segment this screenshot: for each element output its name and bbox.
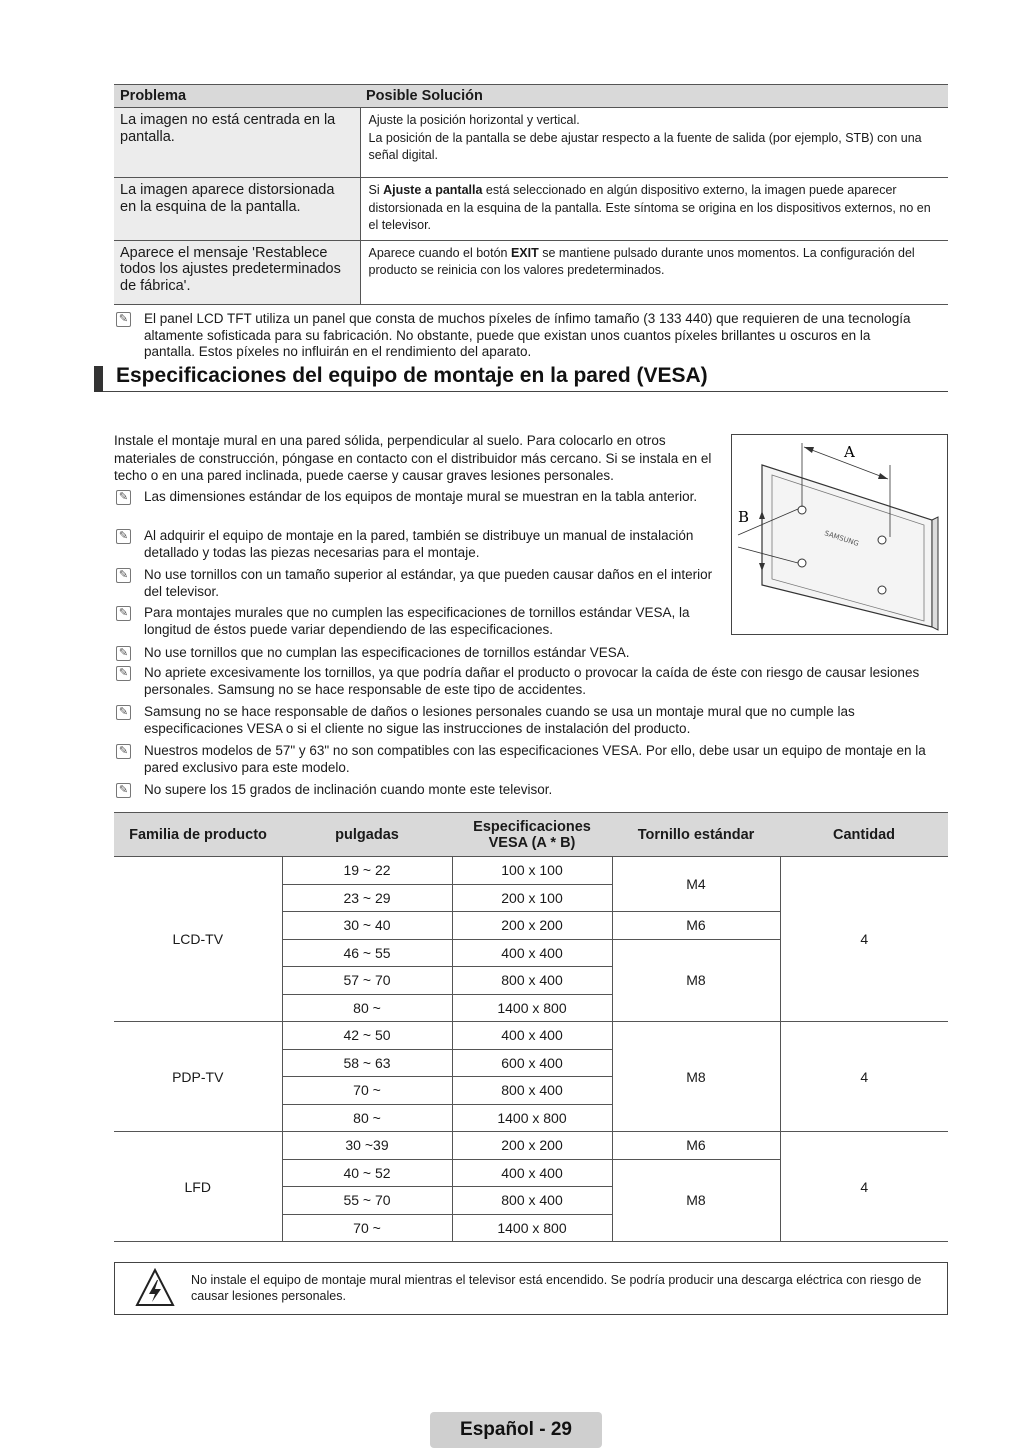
vesa-cell: 800 x 400 — [452, 967, 612, 995]
vesa-cell: 400 x 400 — [452, 939, 612, 967]
note-text: No supere los 15 grados de inclinación cuando monte este televisor. — [144, 782, 553, 797]
note-item — [116, 704, 946, 737]
inch-cell: 70 ~ — [282, 1214, 452, 1242]
header-screw: Tornillo estándar — [612, 813, 780, 857]
header-vesa-text: Especificaciones VESA (A * B) — [473, 818, 591, 851]
solution-bold: EXIT — [510, 245, 539, 260]
solution-line: Ajuste la posición horizontal y vertical. — [368, 113, 580, 127]
note-icon: ✎ — [116, 705, 131, 720]
note-item — [116, 665, 946, 698]
section-title: Especificaciones del equipo de montaje en la pared (VESA) — [116, 364, 708, 387]
note-text: No use tornillos con un tamaño superior al estándar, ya que pueden causar daños en el interior del televisor. — [144, 567, 713, 599]
vesa-spec-table — [114, 812, 948, 1242]
label-b: B — [738, 508, 750, 526]
table-row — [114, 1132, 948, 1160]
note-text: No apriete excesivamente los tornillos, ya que podría dañar el producto o provocar la caída de éste con riesgo de causar lesiones personales. Samsung no se hace responsable de este tipo de accidentes. — [144, 665, 920, 697]
vesa-cell: 1400 x 800 — [452, 1214, 612, 1242]
solution-cell — [360, 178, 948, 241]
vesa-cell: 200 x 100 — [452, 884, 612, 912]
family-cell: PDP-TV — [114, 1022, 282, 1132]
intro-paragraph: Instale el montaje mural en una pared sólida, perpendicular al suelo. Para colocarlo en otros materiales de construcción, póngase en contacto con el distribuidor más cercano. Si se instala en el techo o en una pared inclinada, puede caerse y causar graves lesiones personales. — [114, 433, 712, 483]
page-number-badge — [430, 1412, 602, 1448]
vesa-cell: 400 x 400 — [452, 1022, 612, 1050]
vesa-cell: 800 x 400 — [452, 1187, 612, 1215]
tv-back-illustration — [732, 435, 947, 634]
solution-cell — [360, 240, 948, 304]
screw-cell: M6 — [612, 912, 780, 940]
note-icon: ✎ — [116, 568, 131, 583]
solution-bold: Ajuste a pantalla — [383, 183, 483, 197]
header-quantity: Cantidad — [780, 813, 948, 857]
inch-cell: 30 ~39 — [282, 1132, 452, 1160]
inch-cell: 40 ~ 52 — [282, 1159, 452, 1187]
warning-text: No instale el equipo de montaje mural mientras el televisor está encendido. Se podría producir una descarga eléctrica con riesgo de causar lesiones personales. — [191, 1273, 922, 1303]
quantity-cell: 4 — [780, 1132, 948, 1242]
note-item — [116, 528, 716, 561]
note-item — [116, 645, 946, 662]
note-icon: ✎ — [116, 490, 131, 505]
table-row — [114, 108, 948, 178]
solution-text: Aparece cuando el botón — [368, 245, 511, 260]
problem-cell: La imagen no está centrada en la pantalla. — [114, 108, 360, 178]
table-row — [114, 240, 948, 304]
family-cell: LCD-TV — [114, 857, 282, 1022]
page-number: Español - 29 — [460, 1419, 572, 1440]
solution-text: se mantiene pulsado durante unos momentos. La configuración del producto se reinicia con los valores predeterminados. — [368, 245, 915, 277]
note-text: No use tornillos que no cumplan las especificaciones de tornillos estándar VESA. — [144, 645, 630, 660]
header-problem: Problema — [114, 85, 360, 108]
family-cell: LFD — [114, 1132, 282, 1242]
inch-cell: 80 ~ — [282, 1104, 452, 1132]
header-family: Familia de producto — [114, 813, 282, 857]
note-item — [116, 782, 946, 799]
inch-cell: 19 ~ 22 — [282, 857, 452, 885]
header-vesa — [452, 813, 612, 857]
note-text: Las dimensiones estándar de los equipos de montaje mural se muestran en la tabla anterior. — [144, 489, 698, 504]
note-icon: ✎ — [116, 666, 131, 681]
inch-cell: 42 ~ 50 — [282, 1022, 452, 1050]
solution-text: está seleccionado en algún dispositivo externo, la imagen puede aparecer distorsionada en la esquina de la pantalla. Este síntoma se origina en los dispositivos externos, no en el televisor. — [368, 183, 931, 232]
screw-cell: M4 — [612, 857, 780, 912]
inch-cell: 23 ~ 29 — [282, 884, 452, 912]
lcd-note-text: El panel LCD TFT utiliza un panel que consta de muchos píxeles de ínfimo tamaño (3 133 440) que requieren de una tecnología altamente sofisticada para su fabricación. No obstante, puede que existan unos cuantos píxeles brillantes u oscuros en la pantalla. Estos píxeles no influirán en el rendimiento del aparato. — [144, 311, 911, 359]
vesa-cell: 1400 x 800 — [452, 994, 612, 1022]
table-row — [114, 1022, 948, 1050]
troubleshooting-table — [114, 84, 948, 305]
vesa-cell: 200 x 200 — [452, 912, 612, 940]
inch-cell: 57 ~ 70 — [282, 967, 452, 995]
inch-cell: 46 ~ 55 — [282, 939, 452, 967]
quantity-cell: 4 — [780, 1022, 948, 1132]
note-text: Al adquirir el equipo de montaje en la pared, también se distribuye un manual de instalación detallado y todas las piezas necesarias para el montaje. — [144, 528, 694, 560]
header-inches: pulgadas — [282, 813, 452, 857]
note-icon: ✎ — [116, 529, 131, 544]
note-icon: ✎ — [116, 783, 131, 798]
troubleshooting-header-row — [114, 85, 948, 108]
inch-cell: 80 ~ — [282, 994, 452, 1022]
inch-cell: 30 ~ 40 — [282, 912, 452, 940]
inch-cell: 58 ~ 63 — [282, 1049, 452, 1077]
vesa-cell: 200 x 200 — [452, 1132, 612, 1160]
screw-cell: M8 — [612, 939, 780, 1022]
vesa-cell: 800 x 400 — [452, 1077, 612, 1105]
vesa-cell: 1400 x 800 — [452, 1104, 612, 1132]
screw-cell: M8 — [612, 1159, 780, 1242]
table-row — [114, 857, 948, 885]
note-icon: ✎ — [116, 744, 131, 759]
heading-bar — [94, 366, 103, 392]
note-item — [116, 567, 716, 600]
note-text: Para montajes murales que no cumplen las especificaciones de tornillos estándar VESA, la longitud de éstos puede variar dependiendo de las especificaciones. — [144, 605, 690, 637]
quantity-cell: 4 — [780, 857, 948, 1022]
header-solution: Posible Solución — [360, 85, 948, 108]
solution-text: Si — [368, 183, 384, 197]
note-text: Nuestros modelos de 57" y 63" no son compatibles con las especificaciones VESA. Por ello, debe usar un equipo de montaje en la pared exclusivo para este modelo. — [144, 743, 926, 775]
screw-cell: M6 — [612, 1132, 780, 1160]
note-item — [116, 743, 946, 776]
electric-warning-icon — [135, 1268, 175, 1308]
label-a: A — [844, 443, 855, 461]
vesa-cell: 400 x 400 — [452, 1159, 612, 1187]
note-text: Samsung no se hace responsable de daños o lesiones personales cuando se usa un montaje mural que no cumple las especificaciones VESA o si el cliente no sigue las instrucciones de instalación del producto. — [144, 704, 855, 736]
vesa-mount-diagram — [731, 434, 948, 635]
table-row — [114, 178, 948, 241]
lcd-panel-note — [116, 311, 916, 361]
vesa-cell: 600 x 400 — [452, 1049, 612, 1077]
inch-cell: 55 ~ 70 — [282, 1187, 452, 1215]
screw-cell: M8 — [612, 1022, 780, 1132]
note-icon: ✎ — [116, 312, 131, 327]
note-item — [116, 605, 716, 638]
problem-cell: La imagen aparece distorsionada en la esquina de la pantalla. — [114, 178, 360, 241]
warning-box — [114, 1262, 948, 1315]
note-item — [116, 489, 716, 506]
section-heading — [94, 364, 948, 392]
note-icon: ✎ — [116, 646, 131, 661]
solution-cell — [360, 108, 948, 178]
spec-header-row — [114, 813, 948, 857]
vesa-cell: 100 x 100 — [452, 857, 612, 885]
note-icon: ✎ — [116, 606, 131, 621]
inch-cell: 70 ~ — [282, 1077, 452, 1105]
solution-line: La posición de la pantalla se debe ajustar respecto a la fuente de salida (por ejemplo, STB) con una señal digital. — [368, 130, 922, 162]
problem-cell: Aparece el mensaje 'Restablece todos los ajustes predeterminados de fábrica'. — [114, 240, 360, 304]
brand-logo: SAMSUNG — [823, 529, 860, 548]
